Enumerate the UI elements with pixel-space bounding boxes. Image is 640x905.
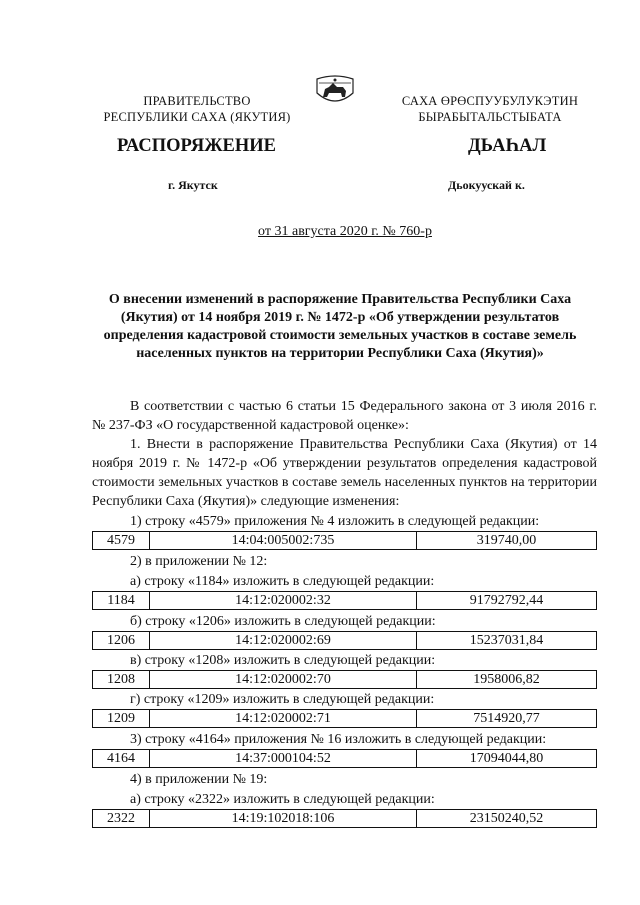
table-row — [92, 531, 597, 550]
header-right-line2: БЫРАБЫТАЛЬСТЫБАТА — [418, 110, 562, 124]
document-subject: О внесении изменений в распоряжение Правительства Республики Саха (Якутия) от 14 ноября 2019 г. № 1472-р «Об утверждении результатов определения кадастровой стоимости земельных участков в составе земель населенных пунктов на территории Республики Саха (Якутия)» — [103, 292, 577, 361]
row-cadastral: 14:04:005002:735 — [150, 532, 417, 550]
row-value: 1958006,82 — [417, 671, 597, 689]
row-cadastral: 14:19:102018:106 — [150, 810, 417, 828]
city-left: г. Якутск — [168, 178, 218, 192]
row-cadastral: 14:12:020002:70 — [150, 671, 417, 689]
row-number: 4579 — [93, 532, 150, 550]
table-row — [92, 670, 597, 689]
table-row — [92, 749, 597, 768]
header-right-line1: САХА ӨРӨСПУУБУЛУКЭТИН — [401, 94, 579, 108]
body-paragraph-2-text: 1. Внести в распоряжение Правительства Республики Саха (Якутия) от 14 ноября 2019 г. № 1472-р «Об утверждении результатов определения кадастровой стоимости земельных участков в составе земель населенных пунктов на территории Республики Саха (Якутия)» следующие изменения: — [92, 437, 597, 509]
row-number: 1208 — [93, 671, 150, 689]
row-value: 23150240,52 — [417, 810, 597, 828]
republic-emblem-icon — [315, 75, 355, 109]
item-2v: в) строку «1208» изложить в следующей редакции: — [130, 653, 436, 668]
row-number: 1184 — [93, 592, 150, 610]
item-2b: б) строку «1206» изложить в следующей редакции: — [130, 614, 436, 629]
doc-title-right: ДЬАҺАЛ — [468, 136, 547, 156]
row-cadastral: 14:37:000104:52 — [150, 750, 417, 768]
item-4a: а) строку «2322» изложить в следующей редакции: — [130, 792, 435, 807]
city-right: Дьокуускай к. — [448, 178, 525, 192]
header-left-line1: ПРАВИТЕЛЬСТВО — [143, 94, 251, 108]
item-4: 4) в приложении № 19: — [130, 772, 268, 787]
item-2g: г) строку «1209» изложить в следующей редакции: — [130, 692, 435, 707]
item-1: 1) строку «4579» приложения № 4 изложить в следующей редакции: — [130, 514, 540, 529]
row-number: 4164 — [93, 750, 150, 768]
document-date-number: от 31 августа 2020 г. № 760-р — [258, 224, 432, 239]
body-paragraph-2 — [92, 435, 597, 511]
row-value: 15237031,84 — [417, 632, 597, 650]
row-value: 17094044,80 — [417, 750, 597, 768]
table-row — [92, 809, 597, 828]
row-value: 91792792,44 — [417, 592, 597, 610]
doc-title-left: РАСПОРЯЖЕНИЕ — [117, 136, 277, 156]
body-paragraph-1 — [92, 397, 597, 435]
body-paragraph-1-text: В соответствии с частью 6 статьи 15 Федерального закона от 3 июля 2016 г. № 237-ФЗ «О государственной кадастровой оценке»: — [92, 399, 597, 433]
header-left — [92, 93, 302, 125]
item-2a: а) строку «1184» изложить в следующей редакции: — [130, 574, 435, 589]
row-number: 1206 — [93, 632, 150, 650]
table-row — [92, 631, 597, 650]
row-value: 319740,00 — [417, 532, 597, 550]
table-row — [92, 591, 597, 610]
item-2: 2) в приложении № 12: — [130, 554, 268, 569]
table-row — [92, 709, 597, 728]
header-left-line2: РЕСПУБЛИКИ САХА (ЯКУТИЯ) — [103, 110, 291, 124]
row-value: 7514920,77 — [417, 710, 597, 728]
row-number: 1209 — [93, 710, 150, 728]
row-cadastral: 14:12:020002:71 — [150, 710, 417, 728]
row-cadastral: 14:12:020002:32 — [150, 592, 417, 610]
header-right — [390, 93, 590, 125]
row-number: 2322 — [93, 810, 150, 828]
item-3: 3) строку «4164» приложения № 16 изложить в следующей редакции: — [130, 732, 547, 747]
row-cadastral: 14:12:020002:69 — [150, 632, 417, 650]
